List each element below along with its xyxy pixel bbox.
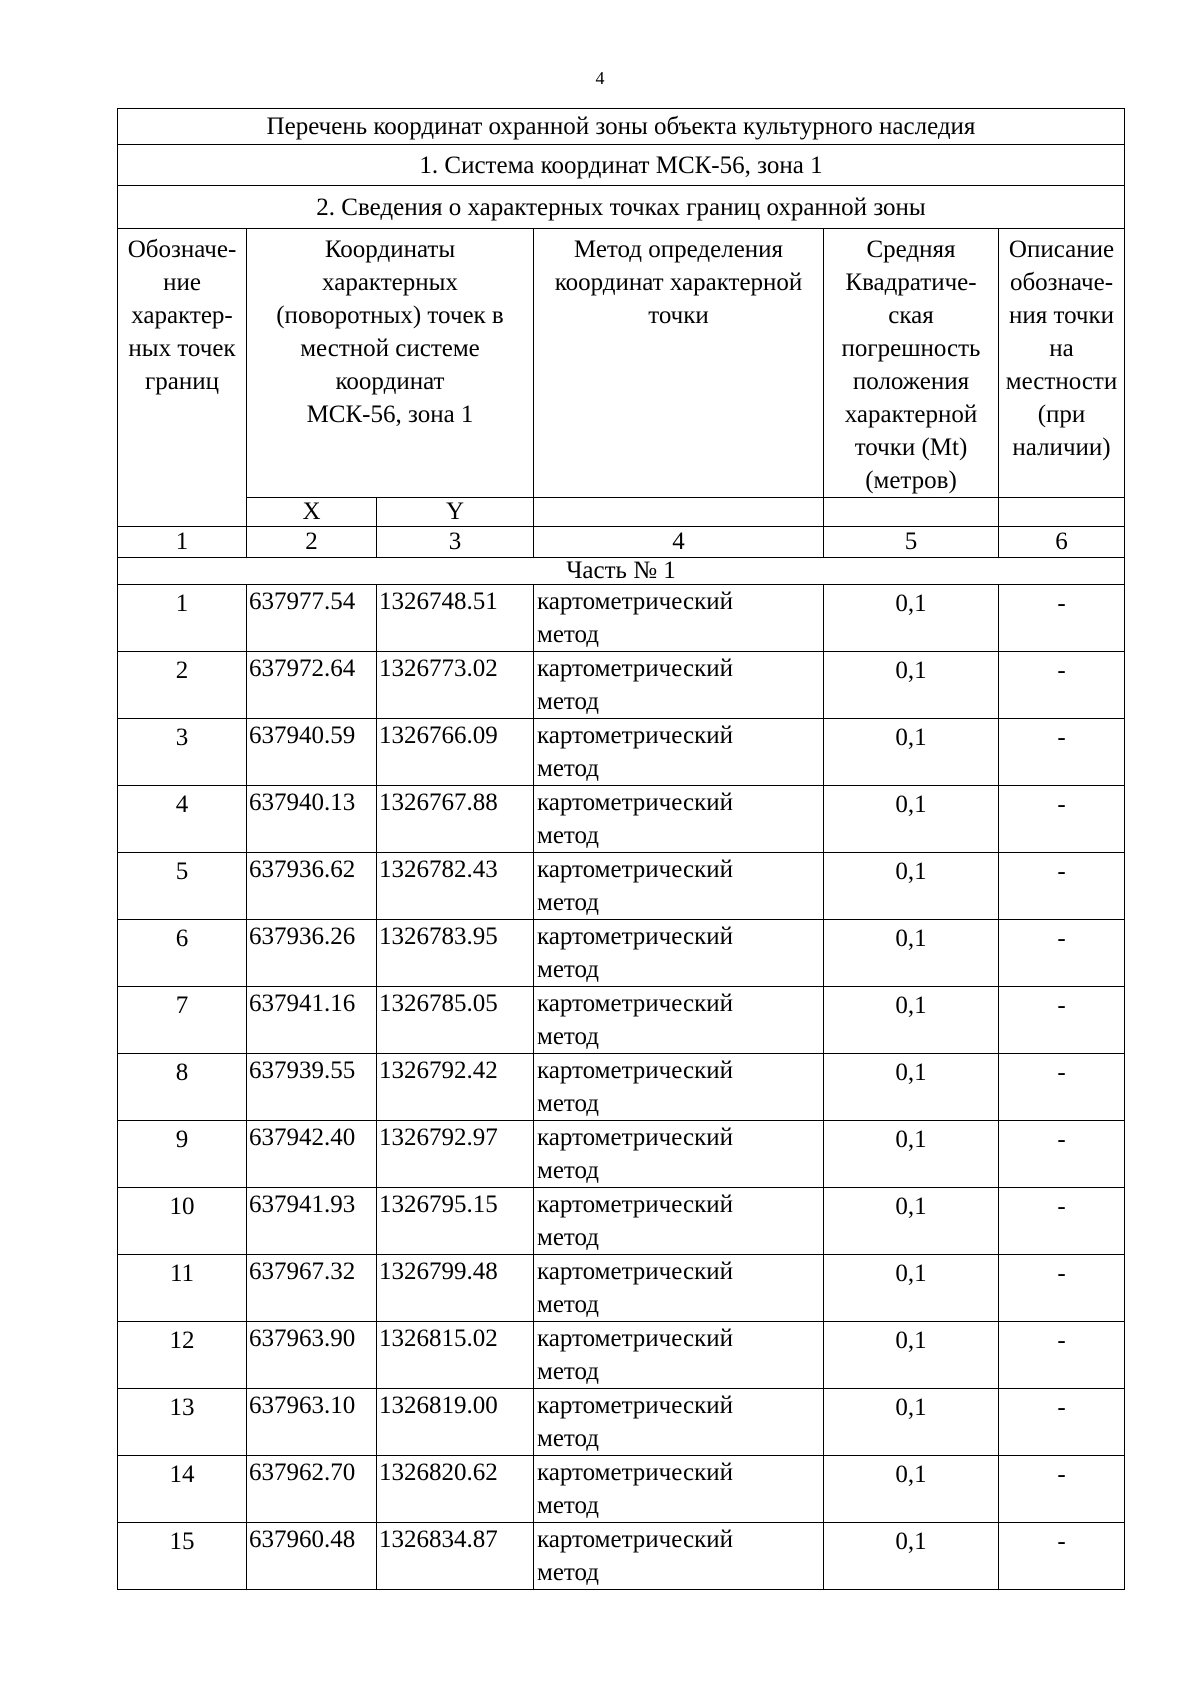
method-cell: картометрический метод [534,1456,824,1523]
page-number: 4 [595,68,605,88]
table-row [118,786,1125,853]
coordinate-x: 637936.62 [247,853,377,920]
description-cell: - [999,585,1125,652]
description-cell: - [999,1054,1125,1121]
description-cell: - [999,719,1125,786]
method-cell: картометрический метод [534,1523,824,1590]
coordinate-x: 637960.48 [247,1523,377,1590]
table-row [118,1523,1125,1590]
method-cell: картометрический метод [534,1389,824,1456]
point-number: 12 [118,1322,247,1389]
description-cell: - [999,1322,1125,1389]
point-number: 13 [118,1389,247,1456]
coordinate-y: 1326782.43 [377,853,534,920]
header-coordinates: Координаты характерных (поворотных) точек в местной системе координат МСК-56, зона 1 [247,229,534,498]
part-label: Часть № 1 [118,558,1125,585]
description-cell: - [999,1255,1125,1322]
table-row [118,652,1125,719]
coordinate-y: 1326785.05 [377,987,534,1054]
coordinate-x: 637939.55 [247,1054,377,1121]
error-cell: 0,1 [824,585,999,652]
method-cell: картометрический метод [534,786,824,853]
method-cell: картометрический метод [534,1054,824,1121]
description-cell: - [999,1523,1125,1590]
error-cell: 0,1 [824,1121,999,1188]
point-number: 5 [118,853,247,920]
error-cell: 0,1 [824,1322,999,1389]
error-cell: 0,1 [824,719,999,786]
coordinate-y: 1326792.97 [377,1121,534,1188]
description-cell: - [999,1389,1125,1456]
coordinate-x: 637940.13 [247,786,377,853]
boundary-points-heading: 2. Сведения о характерных точках границ охранной зоны [118,186,1125,229]
coordinate-y: 1326767.88 [377,786,534,853]
description-cell: - [999,1121,1125,1188]
column-number: 5 [824,527,999,558]
coordinate-x: 637967.32 [247,1255,377,1322]
coordinate-y: 1326783.95 [377,920,534,987]
error-cell: 0,1 [824,1389,999,1456]
coordinate-y: 1326748.51 [377,585,534,652]
coordinate-x: 637936.26 [247,920,377,987]
coordinate-x: 637940.59 [247,719,377,786]
point-number: 11 [118,1255,247,1322]
method-cell: картометрический метод [534,652,824,719]
header-y: Y [377,498,534,527]
error-cell: 0,1 [824,987,999,1054]
table-row [118,1188,1125,1255]
coordinate-y: 1326795.15 [377,1188,534,1255]
error-cell: 0,1 [824,853,999,920]
header-designation: Обозначе- ние характер- ных точек границ [118,229,247,527]
description-cell: - [999,786,1125,853]
coordinate-x: 637941.16 [247,987,377,1054]
header-method: Метод определения координат характерной точки [534,229,824,498]
error-cell: 0,1 [824,1054,999,1121]
point-number: 14 [118,1456,247,1523]
coordinate-y: 1326792.42 [377,1054,534,1121]
column-number: 2 [247,527,377,558]
coordinate-system-heading: 1. Система координат МСК-56, зона 1 [118,145,1125,186]
coordinate-y: 1326766.09 [377,719,534,786]
error-cell: 0,1 [824,786,999,853]
error-cell: 0,1 [824,1523,999,1590]
coordinate-x: 637963.10 [247,1389,377,1456]
description-cell: - [999,920,1125,987]
coordinate-y: 1326773.02 [377,652,534,719]
coordinate-y: 1326820.62 [377,1456,534,1523]
method-cell: картометрический метод [534,719,824,786]
method-cell: картометрический метод [534,987,824,1054]
point-number: 6 [118,920,247,987]
point-number: 15 [118,1523,247,1590]
error-cell: 0,1 [824,1456,999,1523]
coordinate-y: 1326815.02 [377,1322,534,1389]
header-description-blank [999,498,1125,527]
error-cell: 0,1 [824,920,999,987]
error-cell: 0,1 [824,1188,999,1255]
method-cell: картометрический метод [534,853,824,920]
table-title: Перечень координат охранной зоны объекта культурного наследия [118,109,1125,145]
point-number: 10 [118,1188,247,1255]
point-number: 3 [118,719,247,786]
coordinate-x: 637977.54 [247,585,377,652]
point-number: 1 [118,585,247,652]
coordinates-table [117,108,1125,1590]
column-number: 6 [999,527,1125,558]
table-row [118,1255,1125,1322]
column-number: 3 [377,527,534,558]
header-description: Описание обозначе- ния точки на местности (при наличии) [999,229,1125,498]
method-cell: картометрический метод [534,1188,824,1255]
table-row [118,920,1125,987]
point-number: 9 [118,1121,247,1188]
column-number: 4 [534,527,824,558]
header-method-blank [534,498,824,527]
table-row [118,1456,1125,1523]
method-cell: картометрический метод [534,1255,824,1322]
table-row [118,719,1125,786]
coordinate-x: 637941.93 [247,1188,377,1255]
table-row [118,987,1125,1054]
table-row [118,1389,1125,1456]
table-row [118,1054,1125,1121]
method-cell: картометрический метод [534,585,824,652]
table-row [118,1121,1125,1188]
coordinate-x: 637963.90 [247,1322,377,1389]
description-cell: - [999,1456,1125,1523]
coordinate-y: 1326799.48 [377,1255,534,1322]
coordinate-y: 1326819.00 [377,1389,534,1456]
header-x: X [247,498,377,527]
description-cell: - [999,853,1125,920]
header-error-blank [824,498,999,527]
method-cell: картометрический метод [534,920,824,987]
coordinate-x: 637942.40 [247,1121,377,1188]
coordinate-x: 637962.70 [247,1456,377,1523]
point-number: 7 [118,987,247,1054]
header-error: Средняя Квадратиче- ская погрешность положения характерной точки (Mt) (метров) [824,229,999,498]
column-number: 1 [118,527,247,558]
point-number: 4 [118,786,247,853]
description-cell: - [999,987,1125,1054]
error-cell: 0,1 [824,1255,999,1322]
coordinate-y: 1326834.87 [377,1523,534,1590]
coordinate-x: 637972.64 [247,652,377,719]
point-number: 8 [118,1054,247,1121]
method-cell: картометрический метод [534,1121,824,1188]
table-row [118,585,1125,652]
point-number: 2 [118,652,247,719]
table-row [118,853,1125,920]
description-cell: - [999,1188,1125,1255]
error-cell: 0,1 [824,652,999,719]
description-cell: - [999,652,1125,719]
method-cell: картометрический метод [534,1322,824,1389]
table-row [118,1322,1125,1389]
